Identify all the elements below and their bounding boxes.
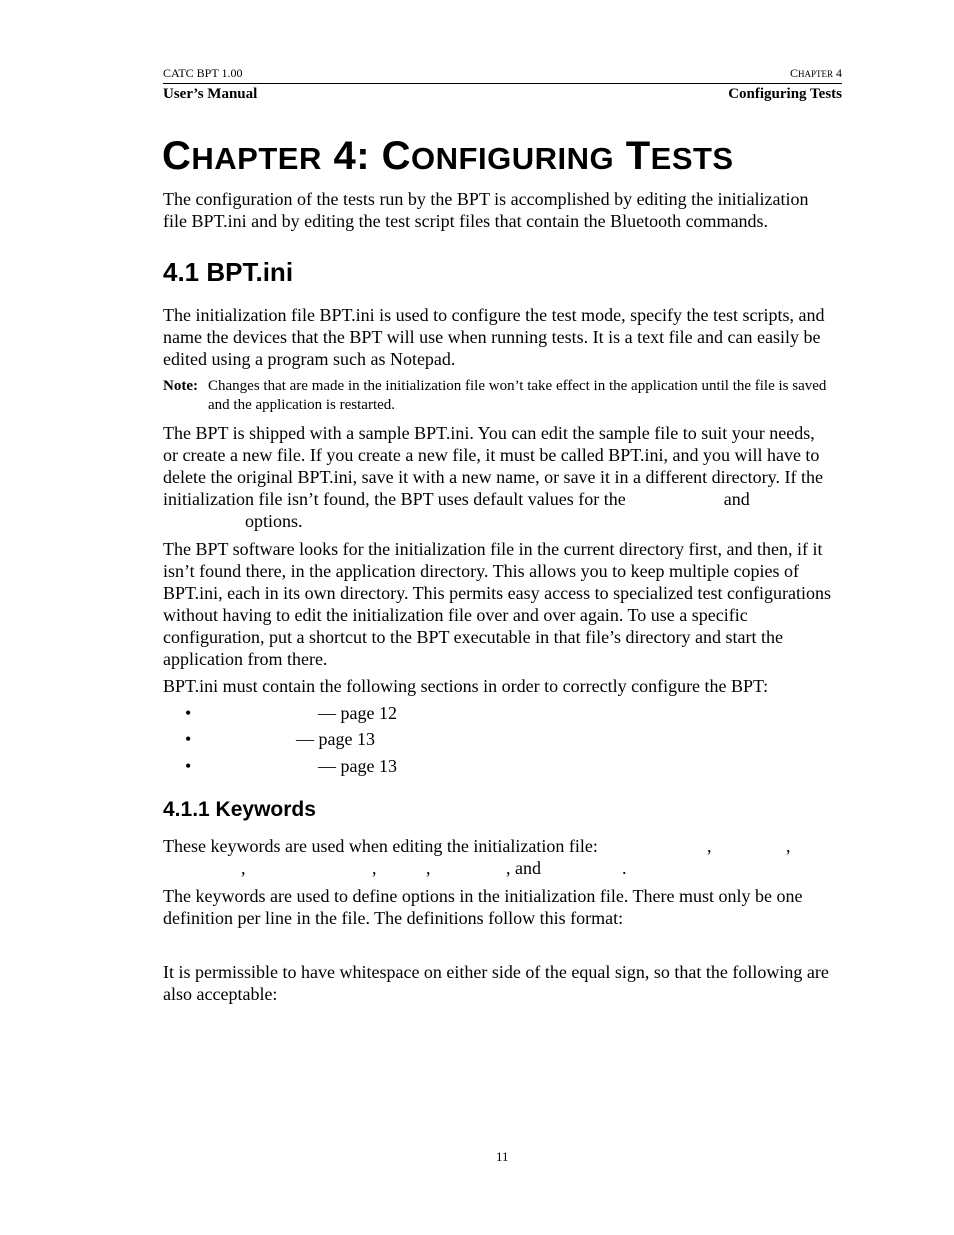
- text-line: configuration, put a shortcut to the BPT executable in that file’s directory and start the: [163, 627, 783, 647]
- text-line: or create a new file. If you create a new file, it must be called BPT.ini, and you will have to: [163, 445, 820, 465]
- text-line: edited using a program such as Notepad.: [163, 349, 456, 369]
- title-part: ESTS: [650, 141, 734, 176]
- intro-paragraph: [163, 188, 809, 232]
- keyword-separator: .: [622, 858, 627, 878]
- keyword-separator: ,: [372, 858, 377, 878]
- title-part: ONFIGURING: [411, 141, 615, 176]
- text-span: options.: [245, 511, 303, 531]
- title-part: HAPTER: [191, 141, 322, 176]
- text-line: The BPT software looks for the initialization file in the current directory first, and then, if it: [163, 539, 823, 559]
- text-line: definition per line in the file. The definitions follow this format:: [163, 908, 624, 928]
- text-line: application from there.: [163, 649, 328, 669]
- title-part: 4: C: [321, 134, 412, 178]
- paragraph: [163, 304, 825, 370]
- note-text: [208, 377, 826, 415]
- keyword-separator: ,: [707, 836, 712, 856]
- header-rule: [163, 83, 842, 84]
- text-line: Changes that are made in the initialization file won’t take effect in the application until the file is saved: [208, 378, 827, 394]
- section-heading-4-1-1: 4.1.1 Keywords: [163, 798, 316, 821]
- bullet-text: — page 13: [318, 756, 397, 776]
- title-part: C: [162, 134, 192, 178]
- text-line: [163, 488, 823, 510]
- text-line: The keywords are used to define options in the initialization file. There must only be one: [163, 886, 803, 906]
- bullet-mark: •: [185, 703, 192, 723]
- keyword-separator: , and: [506, 858, 541, 878]
- bullet-text: — page 13: [296, 729, 375, 749]
- paragraph: [163, 538, 831, 670]
- bullet-mark: •: [185, 729, 192, 749]
- header-manual: User’s Manual: [163, 86, 258, 102]
- text-line: also acceptable:: [163, 984, 278, 1004]
- paragraph: [163, 961, 829, 1005]
- text-line: file BPT.ini and by editing the test script files that contain the Bluetooth commands.: [163, 211, 769, 231]
- paragraph: [163, 885, 803, 929]
- title-part: T: [614, 134, 651, 178]
- page-number: 11: [496, 1149, 509, 1164]
- header-product: CATC BPT 1.00: [163, 66, 243, 80]
- note-label: Note:: [163, 378, 198, 394]
- paragraph: BPT.ini must contain the following sections in order to correctly configure the BPT:: [163, 676, 769, 696]
- keyword-separator: ,: [241, 858, 246, 878]
- text-line: The BPT is shipped with a sample BPT.ini. You can edit the sample file to suit your needs,: [163, 423, 815, 443]
- text-line: The configuration of the tests run by the BPT is accomplished by editing the initialization: [163, 189, 809, 209]
- text-line: delete the original BPT.ini, save it with a new name, or save it in a different directory. If the: [163, 467, 823, 487]
- header-chapter-word: HAPTER: [797, 69, 833, 79]
- keyword-separator: ,: [426, 858, 431, 878]
- text-line: [163, 510, 823, 532]
- text-line: name the devices that the BPT will use when running tests. It is a text file and can easily be: [163, 327, 821, 347]
- section-heading-4-1: 4.1 BPT.ini: [163, 257, 294, 287]
- text-line: without having to edit the initialization file over and over again. To use a specific: [163, 605, 748, 625]
- text-line: BPT.ini, each in its own directory. This permits easy access to specialized test configurations: [163, 583, 831, 603]
- header-chapter: [790, 66, 842, 81]
- text-span: and: [723, 489, 750, 509]
- text-line: The initialization file BPT.ini is used to configure the test mode, specify the test scripts, and: [163, 305, 825, 325]
- header-section: Configuring Tests: [728, 86, 842, 102]
- header-chapter-initial: C: [789, 66, 798, 80]
- chapter-title: [162, 134, 734, 179]
- text-line: isn’t found there, in the application directory. This allows you to keep multiple copies of: [163, 561, 800, 581]
- text-line: and the application is restarted.: [208, 397, 396, 413]
- bullet-text: — page 12: [318, 703, 397, 723]
- keyword-separator: ,: [786, 836, 791, 856]
- keywords-line: These keywords are used when editing the initialization file:: [163, 836, 598, 856]
- text-span: initialization file isn’t found, the BPT uses default values for the: [163, 489, 626, 509]
- header-chapter-number: 4: [836, 66, 842, 80]
- bullet-mark: •: [185, 756, 192, 776]
- paragraph: [163, 422, 823, 532]
- text-line: It is permissible to have whitespace on either side of the equal sign, so that the following are: [163, 962, 829, 982]
